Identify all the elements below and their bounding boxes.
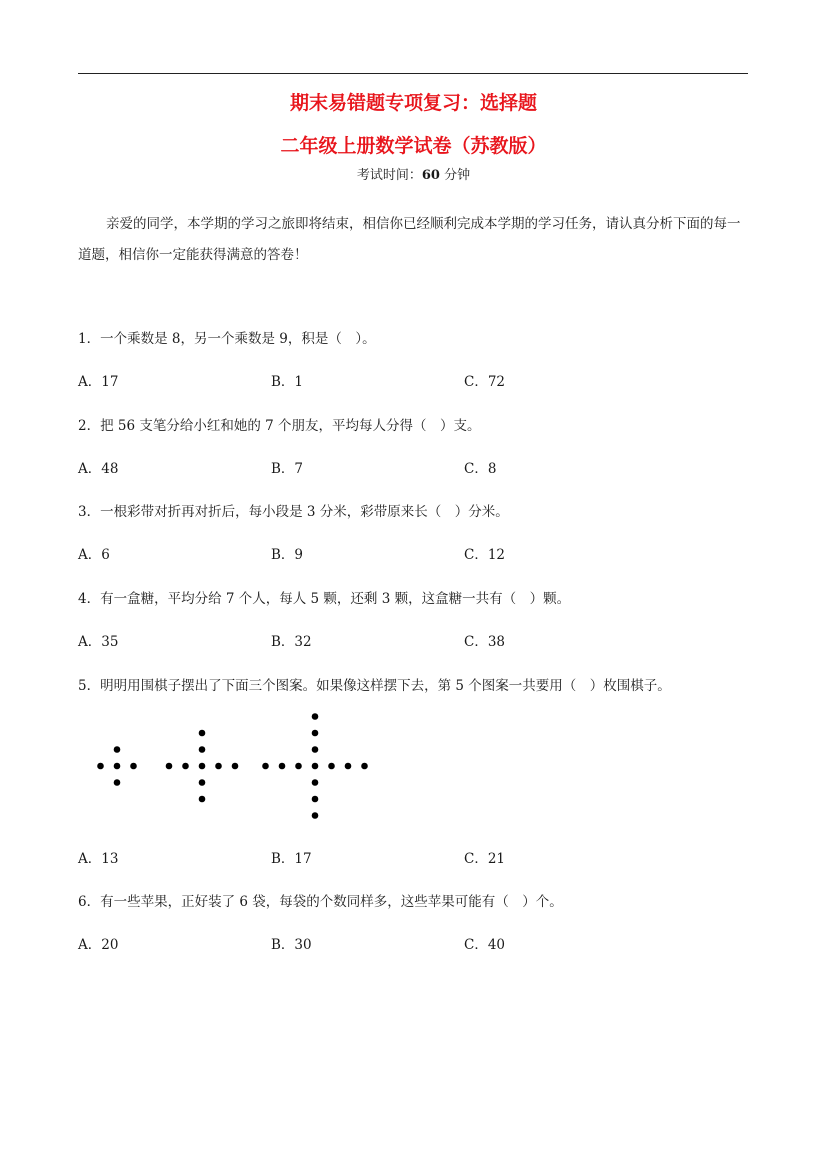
page-subtitle: 二年级上册数学试卷（苏教版）: [280, 135, 547, 157]
go-stone-dot: [97, 763, 104, 770]
q5-option-c[interactable]: C．21: [464, 851, 506, 867]
go-stone-dot: [312, 730, 319, 737]
go-stone-dot: [312, 796, 319, 803]
q1-option-b[interactable]: B．1: [271, 374, 304, 390]
page-title: 期末易错题专项复习：选择题: [289, 92, 537, 114]
go-stone-dot: [199, 746, 206, 753]
q5-option-a[interactable]: A．13: [78, 851, 119, 867]
q2-option-c[interactable]: C．8: [464, 461, 497, 477]
go-stone-dot: [312, 763, 319, 770]
go-stone-dot: [199, 779, 206, 786]
go-stone-dot: [166, 763, 173, 770]
exam-time-label: 考试时间：: [356, 168, 422, 183]
go-stone-dot: [114, 763, 121, 770]
go-stone-dot: [114, 779, 121, 786]
go-stone-dot: [328, 763, 335, 770]
go-stone-dot: [215, 763, 222, 770]
intro-paragraph: 亲爱的同学，本学期的学习之旅即将结束，相信你已经顺利完成本学期的学习任务，请认真分析下面的每一道题，相信你一定能获得满意的答卷！: [78, 216, 741, 263]
question-3: 3．一根彩带对折再对折后，每小段是 3 分米，彩带原来长（ ）分米。: [78, 504, 509, 520]
q1-option-c[interactable]: C．72: [464, 374, 506, 390]
go-stone-dot: [182, 763, 189, 770]
go-stone-dot: [312, 746, 319, 753]
go-stone-dot: [199, 730, 206, 737]
go-stone-dot: [361, 763, 368, 770]
q4-option-a[interactable]: A．35: [78, 634, 119, 650]
q2-option-a[interactable]: A．48: [78, 461, 119, 477]
q6-option-a[interactable]: A．20: [78, 937, 119, 953]
q3-option-b[interactable]: B．9: [271, 547, 304, 563]
dot-pattern-3: [262, 713, 368, 819]
go-stone-dot: [295, 763, 302, 770]
q5-option-b[interactable]: B．17: [271, 851, 312, 867]
go-stone-dot: [199, 796, 206, 803]
q1-option-a[interactable]: A．17: [78, 374, 119, 390]
go-stone-dot: [262, 763, 269, 770]
exam-time-value: 60: [421, 168, 440, 183]
q6-option-c[interactable]: C．40: [464, 937, 506, 953]
go-stone-dot: [312, 812, 319, 819]
dot-pattern-1: [97, 746, 137, 786]
q3-option-c[interactable]: C．12: [464, 547, 506, 563]
q4-option-c[interactable]: C．38: [464, 634, 506, 650]
go-stone-dot: [279, 763, 286, 770]
question-5: 5．明明用围棋子摆出了下面三个图案。如果像这样摆下去，第 5 个图案一共要用（ ）枚围棋子。: [78, 678, 671, 694]
exam-time-unit: 分钟: [439, 168, 471, 183]
question-6: 6．有一些苹果，正好装了 6 袋，每袋的个数同样多，这些苹果可能有（ ）个。: [78, 894, 563, 910]
q2-option-b[interactable]: B．7: [271, 461, 304, 477]
go-stone-dot: [232, 763, 239, 770]
dot-pattern-2: [166, 730, 239, 803]
go-stone-dot: [312, 713, 319, 720]
q4-option-b[interactable]: B．32: [271, 634, 312, 650]
question-1: 1．一个乘数是 8，另一个乘数是 9，积是（ ）。: [78, 331, 376, 347]
question-2: 2．把 56 支笔分给小红和她的 7 个朋友，平均每人分得（ ）支。: [78, 418, 481, 434]
q6-option-b[interactable]: B．30: [271, 937, 312, 953]
go-stone-dot: [312, 779, 319, 786]
go-stone-dot: [345, 763, 352, 770]
go-stone-dot: [130, 763, 137, 770]
question-4: 4．有一盒糖，平均分给 7 个人，每人 5 颗，还剩 3 颗，这盒糖一共有（ ）颗。: [78, 591, 571, 607]
q3-option-a[interactable]: A．6: [78, 547, 110, 563]
go-stone-dot: [114, 746, 121, 753]
go-stone-dot: [199, 763, 206, 770]
